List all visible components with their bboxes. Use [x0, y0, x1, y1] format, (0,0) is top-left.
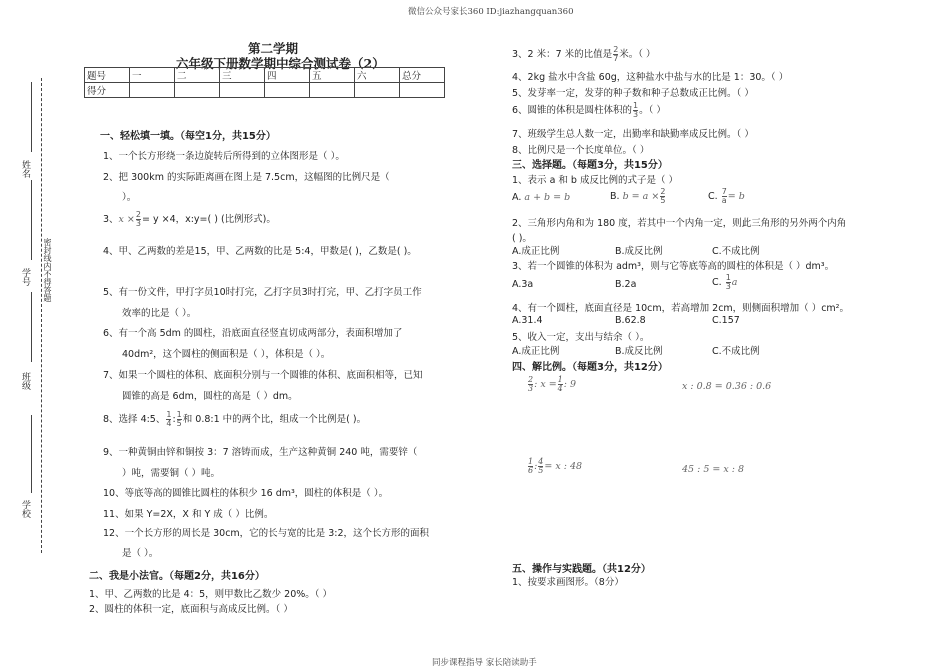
s1-q3-fraction — [136, 211, 141, 228]
option-expression: = b — [727, 191, 745, 202]
s3-q2-option-b: B.成反比例 — [615, 246, 663, 257]
s1-q9a: 9、一种黄铜由锌和铜按 3：7 溶铸而成，生产这种黄铜 240 吨，需要锌（ — [103, 447, 418, 458]
s5-q1: 1、按要求画图形。（8分） — [512, 577, 624, 588]
s1-q8 — [103, 411, 366, 428]
s4-equation-2: x : 0.8 = 0.36 : 0.6 — [682, 381, 772, 392]
s2-q6-fraction — [633, 102, 638, 119]
score-row-label: 得分 — [85, 83, 130, 98]
option-letter: C. — [712, 277, 722, 288]
fraction-numerator: 1 — [166, 410, 172, 419]
s1-q12a: 12、一个长方形的周长是 30cm，它的长与宽的比是 3:2，这个长方形的面积 — [103, 528, 429, 539]
score-cell[interactable] — [265, 83, 310, 98]
fraction-numerator: 2 — [528, 375, 534, 384]
page-title: 六年级下册数学期中综合测试卷（2） — [176, 56, 385, 71]
name-line — [31, 82, 32, 152]
option-expression: b = a × — [622, 191, 660, 202]
fraction-denominator: 4 — [166, 419, 172, 428]
s4-equation-4: 45 : 5 = x : 8 — [682, 464, 745, 475]
title-term: 第二学期 — [248, 41, 299, 56]
s1-q10: 10、等底等高的圆锥比圆柱的体积少 16 dm³，圆柱的体积是（ ）。 — [103, 488, 389, 499]
equation-text: : x = — [534, 379, 557, 390]
fraction-numerator: 1 — [725, 273, 731, 282]
score-header: 五 — [310, 68, 355, 83]
option-fraction — [726, 274, 731, 291]
s1-q2a: 2、把 300km 的实际距离画在图上是 7.5cm，这幅图的比例尺是（ — [103, 172, 390, 183]
s3-q3-option-a: A.3a — [512, 279, 534, 290]
score-cell[interactable] — [400, 83, 445, 98]
s3-q2-option-a: A.成正比例 — [512, 246, 560, 257]
s2-q3-rest: 米。（ ） — [619, 49, 656, 60]
equation-fraction — [528, 376, 533, 393]
score-cell[interactable] — [130, 83, 175, 98]
fraction-denominator: 6 — [528, 466, 534, 475]
score-cell[interactable] — [220, 83, 265, 98]
s2-q6-prefix: 6、圆锥的体积是圆柱体积的 — [512, 105, 633, 116]
s1-q1: 1、一个长方形绕一条边旋转后所得到的立体图形是（ ）。 — [103, 151, 345, 162]
s2-q3-prefix: 3、2 米：7 米的比值是 — [512, 49, 613, 60]
s1-q5b: 效率的比是（ ）。 — [122, 308, 197, 319]
equation-fraction — [538, 458, 543, 475]
equation-text: = x : 48 — [544, 461, 583, 472]
watermark-bottom: 同步课程指导 家长陪读助手 — [432, 658, 537, 668]
s1-q7b: 圆锥的高是 6dm，圆柱的高是（ ）dm。 — [122, 391, 298, 402]
student-id-label: 学号 — [20, 268, 30, 286]
section1-heading: 一、轻松填一填。（每空1分，共15分） — [100, 131, 276, 142]
student-id-line — [31, 180, 32, 260]
score-header: 三 — [220, 68, 265, 83]
s1-q12b: 是（ ）。 — [122, 548, 159, 559]
score-header: 总分 — [400, 68, 445, 83]
s3-q5: 5、收入一定，支出与结余（ ）。 — [512, 332, 650, 343]
s3-q2a: 2、三角形内角和为 180 度，若其中一个内角一定，则此三角形的另外两个内角 — [512, 218, 847, 229]
watermark-top: 微信公众号家长360 ID:jiazhangquan360 — [408, 7, 574, 17]
s1-q8-fraction-2 — [177, 411, 182, 428]
s3-q1-option-c — [708, 188, 745, 205]
s1-q8-rest: 和 0.8:1 中的两个比，组成一个比例是( )。 — [182, 414, 367, 425]
s2-q4: 4、2kg 盐水中含盐 60g，这种盐水中盐与水的比是 1：30。（ ） — [512, 72, 789, 83]
s3-q1-option-b — [610, 188, 666, 205]
equation-text: : 9 — [563, 379, 577, 390]
s1-q8-colon: : — [172, 414, 176, 425]
s3-q3: 3、若一个圆锥的体积为 adm³，则与它等底等高的圆柱的体积是（ ）dm³。 — [512, 261, 835, 272]
s3-q4: 4、有一个圆柱，底面直径是 10cm，若高增加 2cm，则侧面积增加（ ）cm²。 — [512, 303, 849, 314]
s2-q8: 8、比例尺是一个长度单位。（ ） — [512, 145, 650, 156]
score-table-header-row — [85, 68, 445, 83]
fraction-denominator: 3 — [528, 384, 534, 393]
s4-equation-1 — [527, 376, 576, 393]
score-header: 二 — [175, 68, 220, 83]
s1-q9b: ）吨，需要铜（ ）吨。 — [122, 468, 221, 479]
fraction-numerator: 2 — [135, 210, 141, 219]
score-table — [84, 67, 445, 98]
section5-heading: 五、操作与实践题。（共12分） — [512, 564, 651, 575]
equation-fraction — [558, 376, 563, 393]
fraction-numerator: 1 — [528, 457, 534, 466]
s3-q3-option-c — [712, 274, 737, 291]
score-header: 四 — [265, 68, 310, 83]
s3-q1-option-a — [512, 192, 570, 203]
score-header: 六 — [355, 68, 400, 83]
equation-text: : — [534, 461, 538, 472]
s3-q5-option-b: B.成反比例 — [615, 346, 663, 357]
s1-q8-prefix: 8、选择 4:5、 — [103, 414, 166, 425]
s4-equation-3 — [527, 458, 582, 475]
fraction-denominator: 4 — [557, 384, 563, 393]
s1-q8-fraction-1 — [166, 411, 171, 428]
option-fraction — [660, 188, 665, 205]
score-cell[interactable] — [355, 83, 400, 98]
s3-q1: 1、表示 a 和 b 成反比例的式子是（ ） — [512, 175, 678, 186]
fraction-numerator: 7 — [721, 187, 727, 196]
seal-warning: 密封线内不得答题 — [43, 238, 52, 302]
s3-q4-option-a: A.31.4 — [512, 315, 543, 326]
seal-dashed-line — [41, 78, 42, 553]
school-line — [31, 415, 32, 493]
option-letter: A. — [512, 192, 522, 203]
s1-q5a: 5、有一份文件，甲打字员10时打完，乙打字员3时打完，甲、乙打字员工作 — [103, 287, 422, 298]
score-header: 一 — [130, 68, 175, 83]
option-letter: C. — [708, 191, 718, 202]
s1-q3-rest: = y ×4，x:y=( ) (比例形式)。 — [141, 214, 276, 225]
class-line — [31, 292, 32, 362]
s2-q2: 2、圆柱的体积一定，底面积与高成反比例。（ ） — [89, 604, 293, 615]
option-expression: a + b = b — [524, 192, 571, 203]
equation-fraction — [528, 458, 533, 475]
fraction-numerator: 1 — [633, 101, 639, 110]
s1-q7a: 7、如果一个圆柱的体积、底面积分别与一个圆锥的体积、底面积相等，已知 — [103, 370, 423, 381]
fraction-denominator: 5 — [660, 196, 666, 205]
fraction-numerator: 2 — [613, 45, 619, 54]
fraction-denominator: 5 — [538, 466, 544, 475]
s1-q2b: ）。 — [122, 192, 137, 203]
s3-q2b: ( )。 — [512, 233, 532, 244]
score-cell[interactable] — [310, 83, 355, 98]
fraction-numerator: 2 — [660, 187, 666, 196]
fraction-denominator: 5 — [176, 419, 182, 428]
s2-q6 — [512, 102, 666, 119]
option-expression: a — [731, 277, 738, 288]
section3-heading: 三、选择题。（每题3分，共15分） — [512, 160, 668, 171]
fraction-numerator: 4 — [538, 457, 544, 466]
s1-q6a: 6、有一个高 5dm 的圆柱，沿底面直径竖直切成两部分，表面积增加了 — [103, 328, 403, 339]
s3-q2-option-c: C.不成比例 — [712, 246, 760, 257]
s2-q6-rest: 。（ ） — [639, 105, 666, 116]
s2-q1: 1、甲、乙两数的比是 4：5，则甲数比乙数少 20%。（ ） — [89, 589, 333, 600]
section4-heading: 四、解比例。（每题3分，共12分） — [512, 362, 668, 373]
fraction-denominator: 3 — [725, 282, 731, 291]
s3-q4-option-c: C.157 — [712, 315, 740, 326]
s1-q11: 11、如果 Y=2X，X 和 Y 成（ ）比例。 — [103, 509, 274, 520]
s3-q3-option-b: B.2a — [615, 279, 637, 290]
fraction-denominator: 3 — [633, 110, 639, 119]
s2-q3 — [512, 46, 656, 63]
school-label: 学校 — [20, 500, 30, 518]
s3-q5-option-a: A.成正比例 — [512, 346, 560, 357]
option-fraction — [722, 188, 727, 205]
score-header: 题号 — [85, 68, 130, 83]
s2-q7: 7、班级学生总人数一定，出勤率和缺勤率成反比例。（ ） — [512, 129, 754, 140]
class-label: 班级 — [20, 372, 30, 390]
option-letter: B. — [610, 191, 620, 202]
score-cell[interactable] — [175, 83, 220, 98]
name-label: 姓名 — [20, 160, 30, 178]
s1-q3 — [103, 211, 276, 228]
section2-heading: 二、我是小法官。（每题2分，共16分） — [89, 571, 265, 582]
s3-q5-option-c: C.不成比例 — [712, 346, 760, 357]
s2-q3-fraction — [613, 46, 618, 63]
s1-q4: 4、甲、乙两数的差是15，甲、乙两数的比是 5:4，甲数是( )，乙数是( )。 — [103, 246, 417, 257]
fraction-denominator: a — [721, 196, 727, 205]
s1-q3-prefix: 3、 — [103, 214, 119, 225]
fraction-numerator: 1 — [557, 375, 563, 384]
fraction-denominator: 3 — [135, 219, 141, 228]
fraction-denominator: 7 — [613, 54, 619, 63]
s2-q5: 5、发芽率一定，发芽的种子数和种子总数成正比例。（ ） — [512, 88, 754, 99]
s1-q3-x: x × — [118, 214, 135, 225]
score-table-score-row — [85, 83, 445, 98]
s1-q6b: 40dm²，这个圆柱的侧面积是（ ），体积是（ ）。 — [122, 349, 331, 360]
s3-q4-option-b: B.62.8 — [615, 315, 646, 326]
fraction-numerator: 1 — [176, 410, 182, 419]
